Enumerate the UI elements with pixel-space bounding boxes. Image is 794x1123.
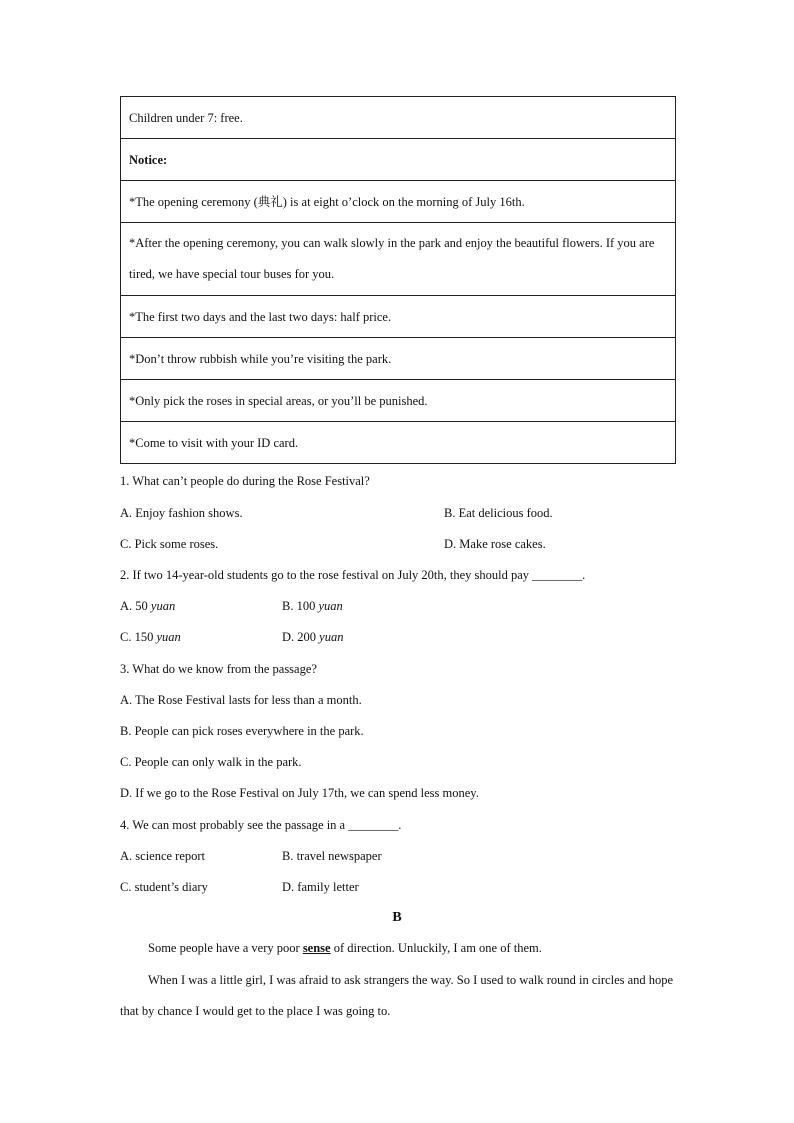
table-row: *Come to visit with your ID card. — [121, 422, 676, 464]
q2-option-b-amount: B. 100 — [282, 599, 316, 613]
table-row: *Don’t throw rubbish while you’re visiting the park. — [121, 338, 676, 380]
q2-unit: yuan — [319, 630, 344, 644]
question-4-stem: 4. We can most probably see the passage in a ________. — [120, 818, 402, 832]
q2-unit: yuan — [156, 630, 181, 644]
q2-option-d-amount: D. 200 — [282, 630, 317, 644]
q4-option-d: D. family letter — [282, 880, 359, 894]
q3-option-c: C. People can only walk in the park. — [120, 755, 302, 769]
q3-option-b: B. People can pick roses everywhere in the park. — [120, 724, 364, 738]
q2-unit: yuan — [150, 599, 176, 613]
q2-unit: yuan — [318, 599, 343, 613]
q2-option-b — [282, 597, 343, 615]
q4-option-a: A. science report — [120, 849, 206, 863]
q2-option-d — [282, 628, 343, 646]
question-1-stem: 1. What can’t people do during the Rose Festival? — [120, 474, 370, 488]
table-row: *The first two days and the last two days: half price. — [121, 296, 676, 338]
q2-option-c-amount: C. 150 — [120, 630, 154, 644]
q3-option-d: D. If we go to the Rose Festival on July 17th, we can spend less money. — [120, 786, 479, 800]
q2-option-a — [120, 597, 175, 615]
q1-option-c: C. Pick some roses. — [120, 537, 219, 551]
notice-heading: Notice: — [121, 139, 676, 181]
table-row: *After the opening ceremony, you can walk slowly in the park and enjoy the beautiful flowers. If you are tired, we have special tour buses for you. — [121, 223, 676, 296]
table-row: *The opening ceremony (典礼) is at eight o’clock on the morning of July 16th. — [121, 181, 676, 223]
q1-option-d: D. Make rose cakes. — [444, 537, 546, 551]
q3-option-a: A. The Rose Festival lasts for less than a month. — [120, 693, 362, 707]
q2-option-a-amount: A. 50 — [120, 599, 148, 613]
key-word: sense — [302, 941, 331, 955]
paragraph-1 — [120, 933, 676, 964]
section-title: B — [392, 910, 402, 925]
q1-option-b: B. Eat delicious food. — [444, 506, 553, 520]
notice-table — [120, 96, 676, 464]
table-row: Children under 7: free. — [121, 97, 676, 139]
paragraph-1-text: Some people have a very poor — [148, 941, 303, 955]
table-row: *Only pick the roses in special areas, or you’ll be punished. — [121, 380, 676, 422]
q2-option-c — [120, 628, 181, 646]
question-3-stem: 3. What do we know from the passage? — [120, 662, 317, 676]
q1-option-a: A. Enjoy fashion shows. — [120, 506, 243, 520]
question-2-stem: 2. If two 14-year-old students go to the rose festival on July 20th, they should pay ________. — [120, 568, 586, 582]
paragraph-2: When I was a little girl, I was afraid to ask strangers the way. So I used to walk round in circles and hope that by chance I would get to the place I was going to. — [120, 973, 674, 1018]
q4-option-c: C. student’s diary — [120, 880, 208, 894]
q4-option-b: B. travel newspaper — [282, 849, 382, 863]
paragraph-1-text-end: of direction. Unluckily, I am one of them. — [330, 941, 542, 955]
